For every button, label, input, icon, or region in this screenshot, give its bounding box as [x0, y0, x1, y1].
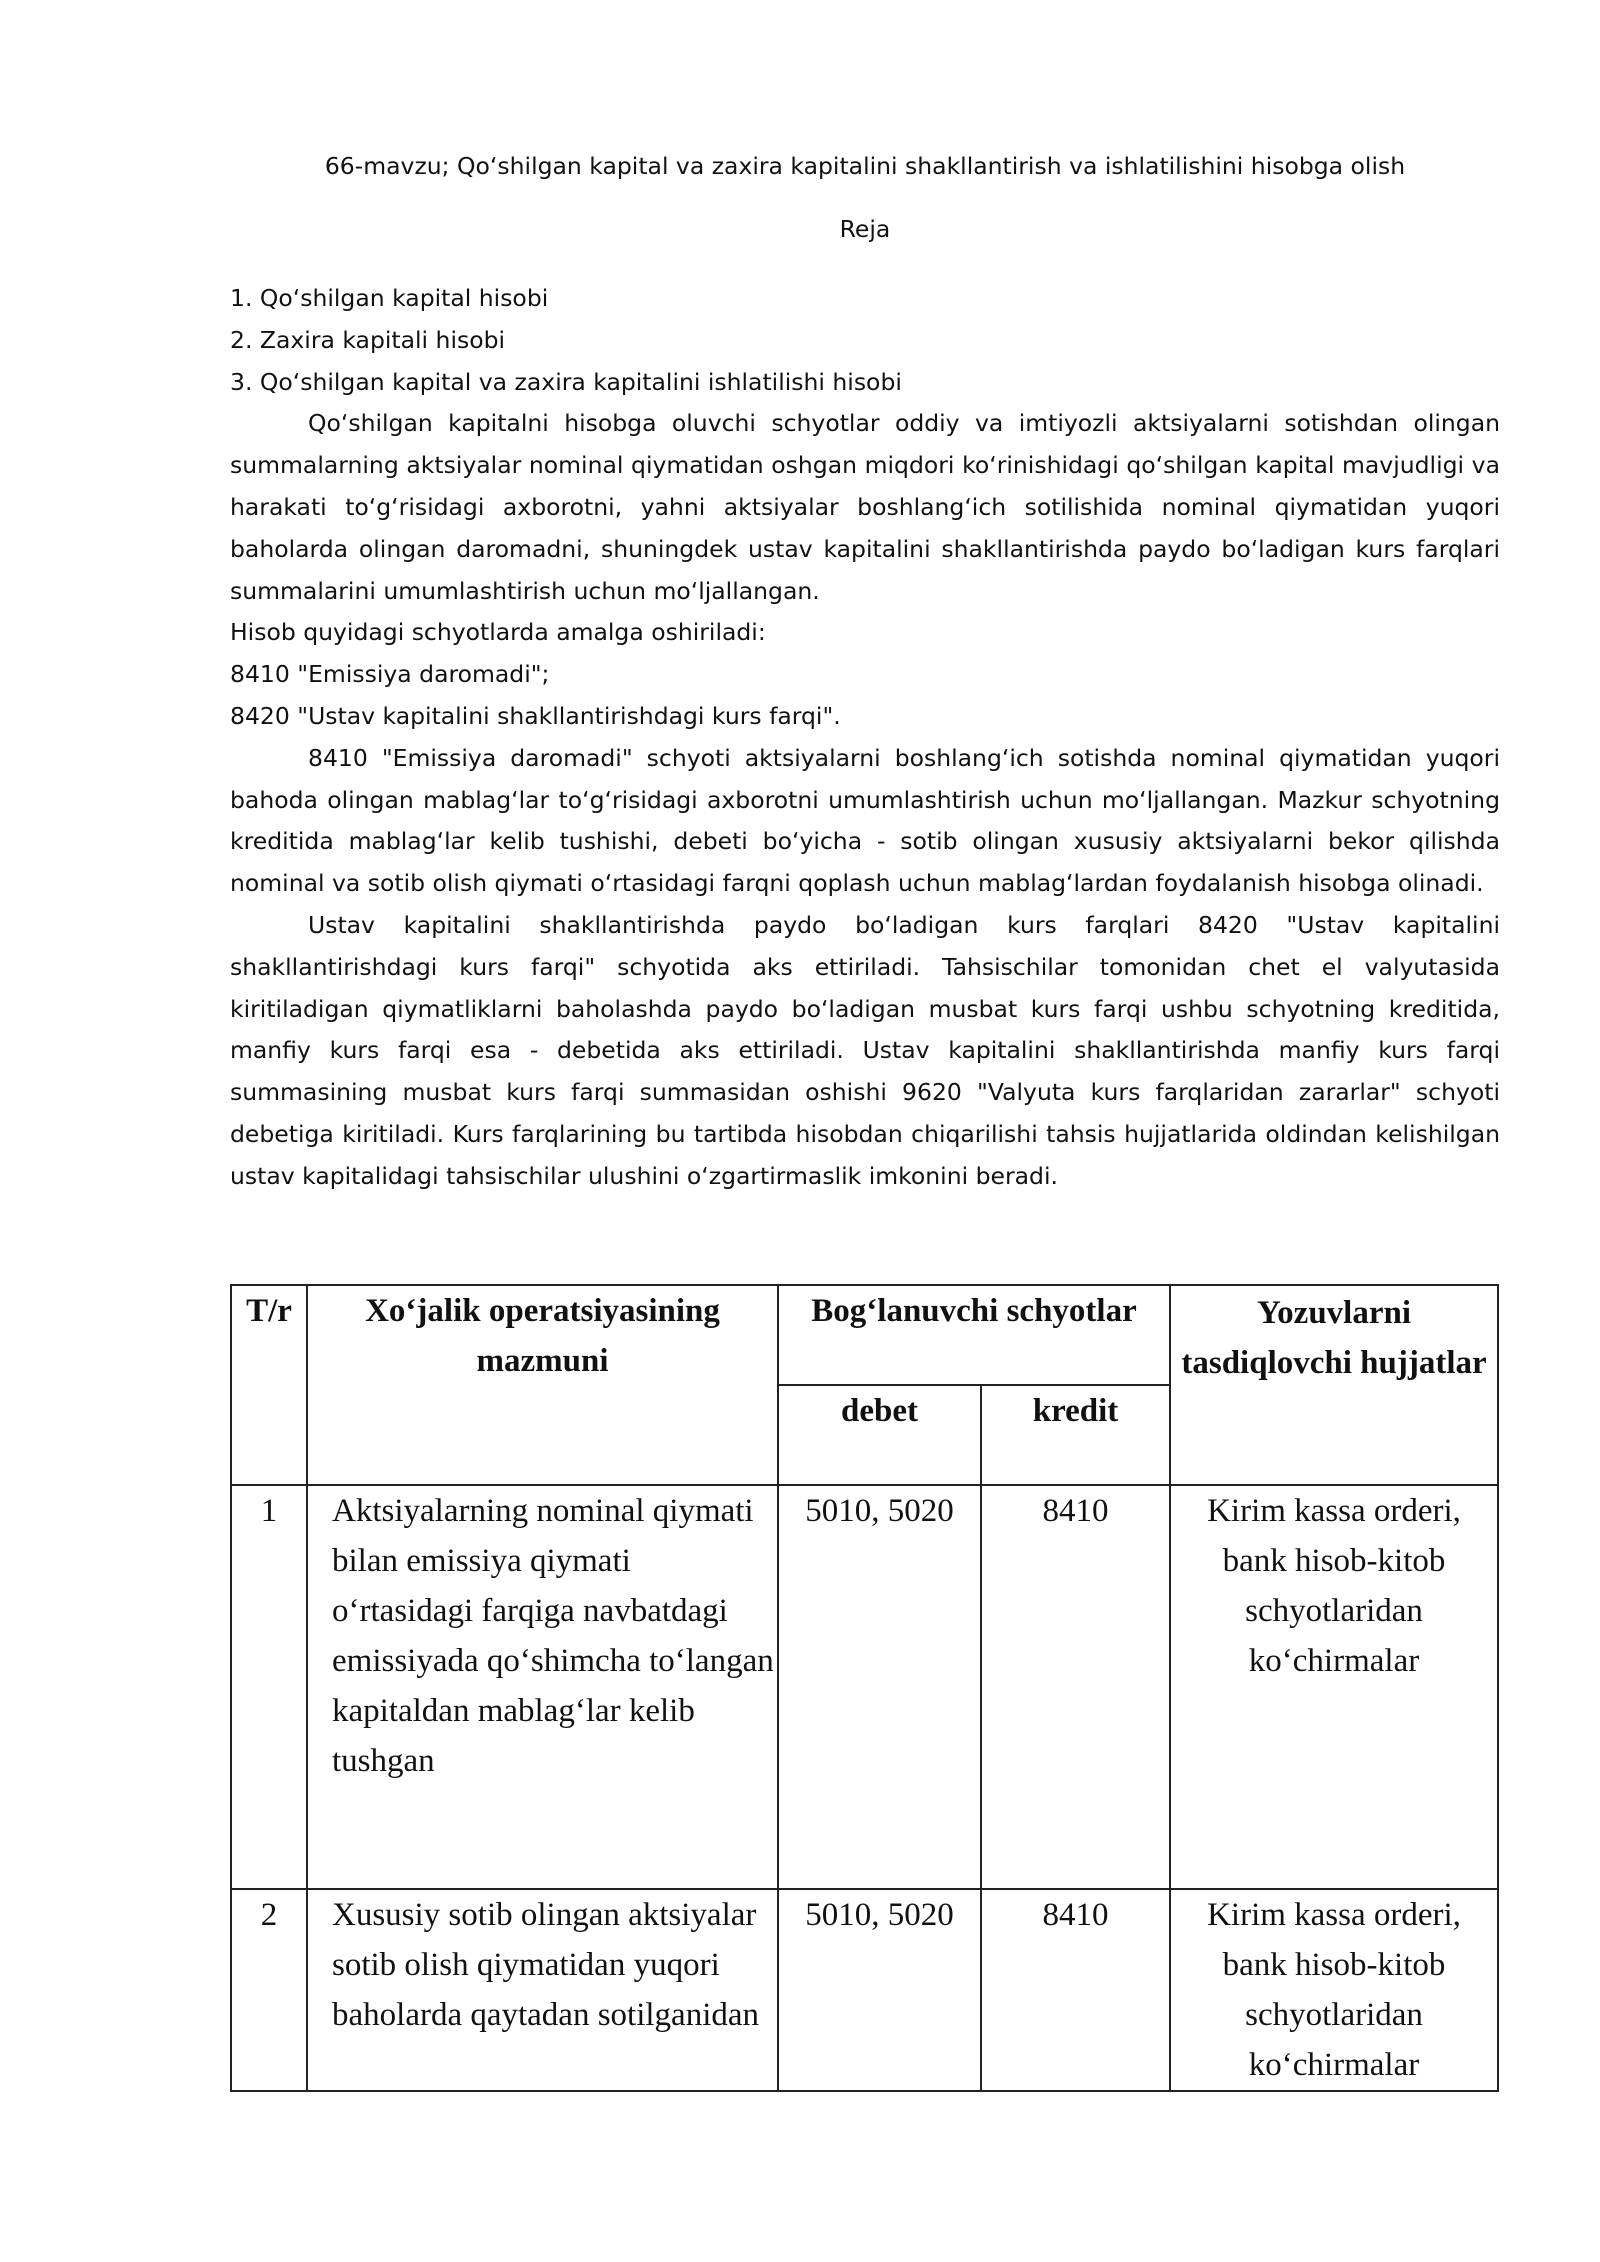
- row-debit: 5010, 5020: [778, 1485, 981, 1889]
- account-8420: 8420 "Ustav kapitalini shakllantirishdagi kurs farqi".: [230, 701, 841, 730]
- operations-table: [230, 1284, 1499, 2092]
- plan-item: 3. Qo‘shilgan kapital va zaxira kapitalini ishlatilishi hisobi: [230, 367, 902, 396]
- row-number: 1: [231, 1485, 307, 1889]
- table-row: [231, 1485, 1498, 1889]
- plan-item: 2. Zaxira kapitali hisobi: [230, 325, 506, 354]
- document-title: 66-mavzu; Qo‘shilgan kapital va zaxira kapitalini shakllantirish va ishlatilishini hisobga olish: [324, 152, 1406, 180]
- row-credit: 8410: [981, 1889, 1170, 2091]
- document-body: [230, 278, 1500, 1198]
- table-row: [231, 1889, 1498, 2091]
- header-supporting-documents: Yozuvlarni tasdiqlovchi hujjatlar: [1170, 1285, 1498, 1485]
- paragraph-emission-income: 8410 "Emissiya daromadi" schyoti aktsiyalarni boshlang‘ich sotishda nominal qiymatidan yuqori bahoda olingan mablag‘lar to‘g‘risidagi axborotni umumlashtirish uchun mo‘ljallangan. Mazkur schyotning kreditida mablag‘lar kelib tushishi, debeti bo‘yicha - sotib olingan xususiy aktsiyalarni bekor qilishda nominal va sotib olish qiymati o‘rtasidagi farqni qoplash uchun mablag‘lardan foydalanish hisobga olinadi.: [230, 743, 1500, 898]
- account-8410: 8410 "Emissiya daromadi";: [230, 660, 550, 689]
- row-supporting-documents: Kirim kassa orderi, bank hisob-kitob schyotlaridan ko‘chirmalar: [1170, 1889, 1498, 2091]
- plan-heading: Reja: [839, 215, 891, 243]
- accounts-intro: Hisob quyidagi schyotlarda amalga oshiriladi:: [230, 618, 766, 647]
- header-debit: debet: [778, 1385, 981, 1485]
- row-number: 2: [231, 1889, 307, 2091]
- header-linked-accounts: Bog‘lanuvchi schyotlar: [778, 1285, 1170, 1385]
- row-debit: 5010, 5020: [778, 1889, 981, 2091]
- paragraph-added-capital: Qo‘shilgan kapitalni hisobga oluvchi schyotlar oddiy va imtiyozli aktsiyalarni sotishdan olingan summalarning aktsiyalar nominal qiymatidan oshgan miqdori ko‘rinishidagi qo‘shilgan kapital mavjudligi va harakati to‘g‘risidagi axborotni, yahni aktsiyalar boshlang‘ich sotilishida nominal qiymatidan yuqori baholarda olingan daromadni, shuningdek ustav kapitalini shakllantirishda paydo bo‘ladigan kurs farqlari summalarini umumlashtirish uchun mo‘ljallangan.: [230, 409, 1500, 605]
- header-operation-content: Xo‘jalik operatsiyasining mazmuni: [307, 1285, 778, 1485]
- plan-item: 1. Qo‘shilgan kapital hisobi: [230, 284, 549, 312]
- header-number: T/r: [231, 1285, 307, 1485]
- header-credit: kredit: [981, 1385, 1170, 1485]
- row-operation-content: Xususiy sotib olingan aktsiyalar sotib olish qiymatidan yuqori baholarda qaytadan sotilganidan: [307, 1889, 778, 2091]
- row-credit: 8410: [981, 1485, 1170, 1889]
- row-supporting-documents: Kirim kassa orderi, bank hisob-kitob schyotlaridan ko‘chirmalar: [1170, 1485, 1498, 1889]
- row-operation-content: Aktsiyalarning nominal qiymati bilan emissiya qiymati o‘rtasidagi farqiga navbatdagi emissiyada qo‘shimcha to‘langan kapitaldan mablag‘lar kelib tushgan: [307, 1485, 778, 1889]
- paragraph-exchange-differences: Ustav kapitalini shakllantirishda paydo bo‘ladigan kurs farqlari 8420 "Ustav kapitalini shakllantirishdagi kurs farqi" schyotida aks ettiriladi. Tahsischilar tomonidan chet el valyutasida kiritiladigan qiymatliklarni baholashda paydo bo‘ladigan musbat kurs farqi ushbu schyotning kreditida, manfiy kurs farqi esa - debetida aks ettiriladi. Ustav kapitalini shakllantirishda manfiy kurs farqi summasining musbat kurs farqi summasidan oshishi 9620 "Valyuta kurs farqlaridan zararlar" schyoti debetiga kiritiladi. Kurs farqlarining bu tartibda hisobdan chiqarilishi tahsis hujjatlarida oldindan kelishilgan ustav kapitalidagi tahsischilar ulushini o‘zgartirmaslik imkonini beradi.: [230, 910, 1500, 1190]
